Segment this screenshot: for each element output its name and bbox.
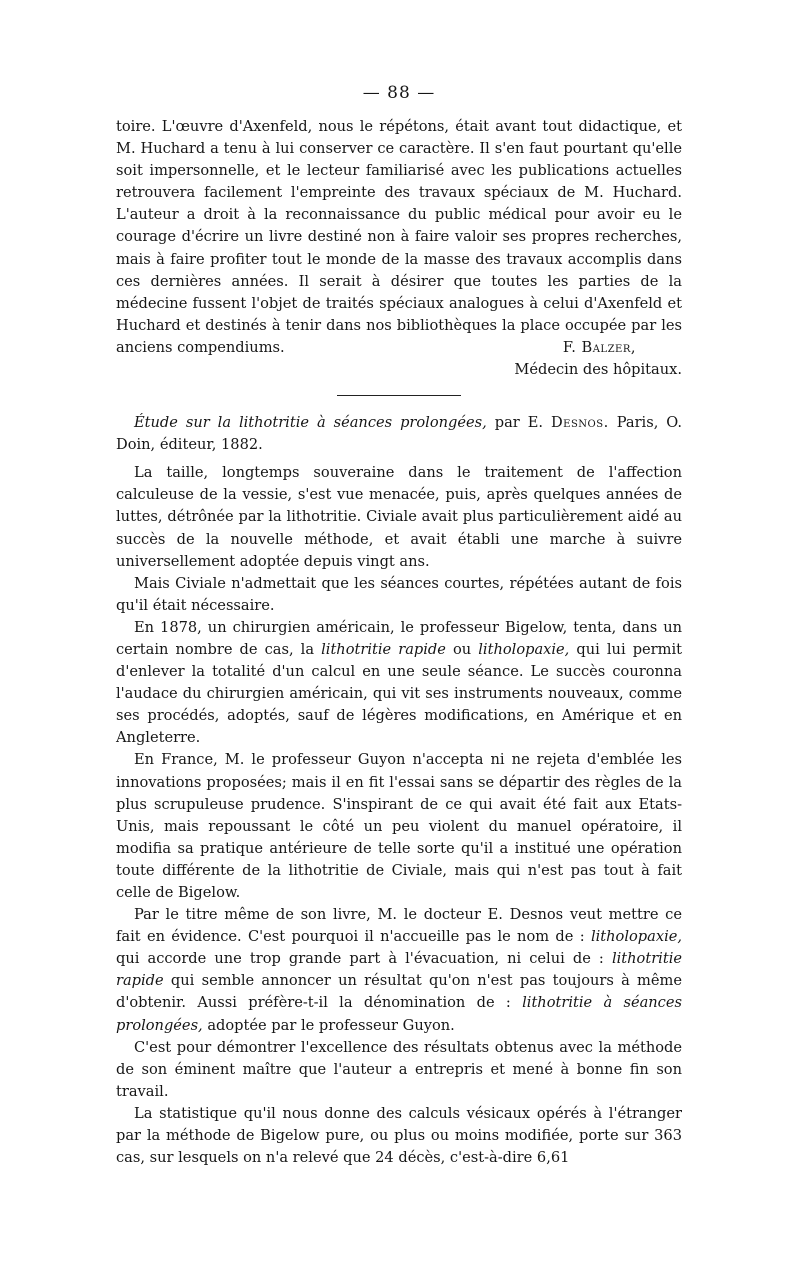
body-paragraph [116, 904, 682, 1037]
signature-name: F. Balzer, [562, 339, 636, 357]
text-run: adoptée par le professeur Guyon. [207, 1016, 455, 1034]
italic-term: lithotritie à séances prolongées, [116, 994, 682, 1034]
italic-term: litholopaxie, [478, 640, 570, 658]
text-run: ou [453, 640, 472, 658]
review-publisher: Paris, O. Doin, éditeur, 1882. [116, 414, 683, 454]
body-paragraph: C'est pour démontrer l'excellence des résultats obtenus avec la méthode de son éminent maître que l'auteur a entrepris et mené à bonne fin son travail. [116, 1038, 682, 1100]
document-page [116, 82, 682, 1169]
review-heading [116, 412, 682, 456]
review-author: Desnos. [550, 414, 609, 432]
page-number: — 88 — [362, 83, 436, 103]
body-paragraph: La statistique qu'il nous donne des calculs vésicaux opérés à l'étranger par la méthode de Bigelow pure, ou plus ou moins modifiée, porte sur 363 cas, sur lesquels on n'a relevé que 24 décès, c'est-à-dire 6,61 [116, 1104, 682, 1167]
text-run: qui accorde une trop grande part à l'évacuation, ni celui de : [116, 950, 604, 968]
italic-term: litholopaxie, [590, 928, 683, 946]
review-by: par E. [494, 414, 543, 432]
italic-term: lithotritie rapide [116, 950, 683, 990]
text-run: En 1878, un chirurgien américain, le professeur Bigelow, tenta, dans un certain nombre de cas, la [116, 618, 682, 658]
review-book-title: Étude sur la lithotritie à séances prolongées, [134, 414, 487, 432]
body-paragraph: La taille, longtemps souveraine dans le traitement de l'affection calculeuse de la vessie, s'est vue menacée, puis, après quelques années de luttes, détrônée par la lithotritie. Civiale avait plus particulièrement aidé au succès de la nouvelle méthode, et avait établi une marche à suivre universellement adoptée depuis vingt ans. [116, 464, 682, 570]
body-paragraph [116, 617, 682, 750]
text-run: Par le titre même de son livre, M. le docteur E. Desnos veut mettre ce fait en évidence. C'est pourquoi il n'accueille pas le nom de : [116, 906, 682, 946]
continuation-paragraph: toire. L'œuvre d'Axenfeld, nous le répétons, était avant tout didactique, et M. Huchard a tenu à lui conserver ce caractère. Il s'en faut pourtant qu'elle soit impersonnelle, et le lecteur familiarisé avec les publications actuelles retrouvera facilement l'empreinte des travaux spéciaux de M. Huchard. L'auteur a droit à la reconnaissance du public médical pour avoir eu le courage d'écrire un livre destiné non à faire valoir ses propres recherches, mais à faire profiter tout le monde de la masse des travaux accomplis dans ces dernières années. Il serait à désirer que toutes les parties de la médecine fussent l'objet de traités spéciaux analogues à celui d'Axenfeld et Huchard et destinés à tenir dans nos bibliothèques la place occupée par les anciens compendiums. [116, 118, 682, 356]
body-paragraph: En France, M. le professeur Guyon n'accepta ni ne rejeta d'emblée les innovations proposées; mais il en fit l'essai sans se départir des règles de la plus scrupuleuse prudence. S'inspirant de ce qui avait été fait aux Etats-Unis, mais repoussant le côté un peu violent du manuel opératoire, il modifia sa pratique antérieure de telle sorte qu'il a institué une opération toute différente de la lithotritie de Civiale, mais qui n'est pas tout à fait celle de Bigelow. [116, 751, 682, 901]
text-run: qui semble annoncer un résultat qu'on n'est pas toujours à même d'obtenir. Aussi préfère-t-il la dénomination de : [116, 972, 682, 1012]
text-run: qui lui permit d'enlever la totalité d'un calcul en une seule séance. Le succès couronna l'audace du chirurgien américain, qui vit ses instruments nouveaux, comme ses procédés, adoptés, sauf de légères modifications, en Amérique et en Angleterre. [116, 640, 683, 747]
section-divider [337, 395, 461, 396]
signature-title: Médecin des hôpitaux. [514, 361, 682, 379]
italic-term: lithotritie rapide [321, 640, 446, 658]
body-paragraph: Mais Civiale n'admettait que les séances courtes, répétées autant de fois qu'il était nécessaire. [116, 574, 682, 614]
